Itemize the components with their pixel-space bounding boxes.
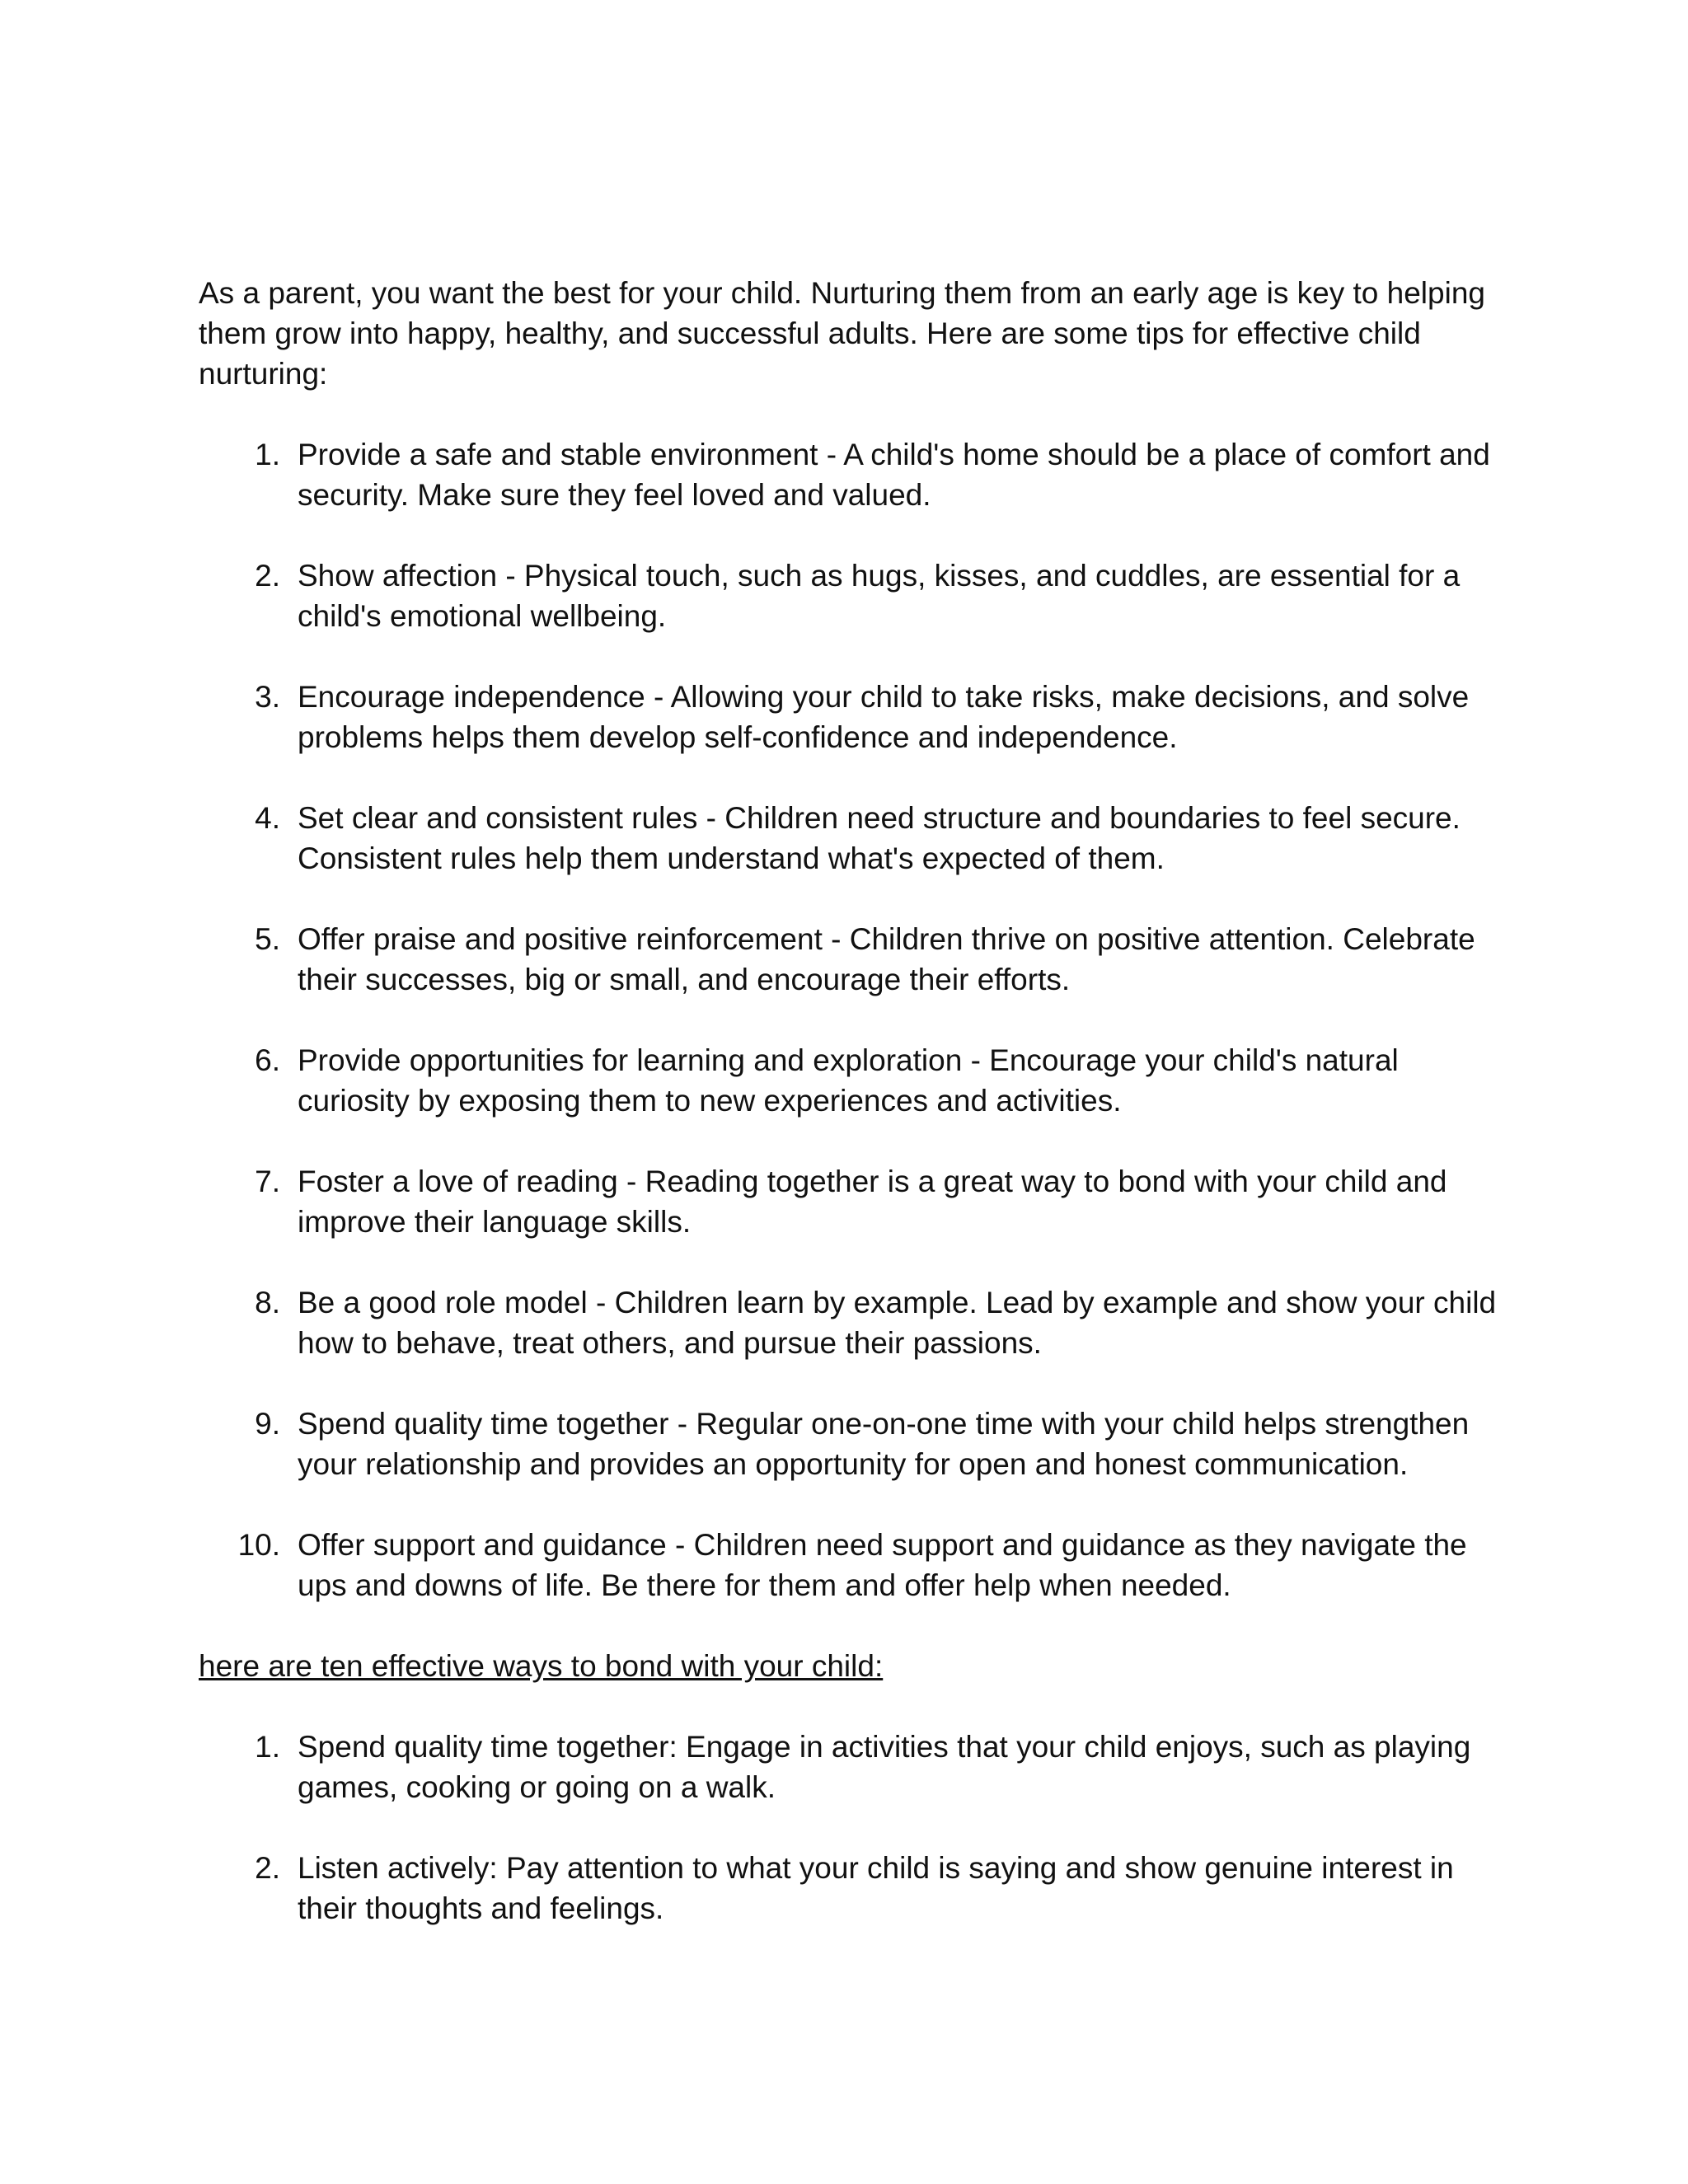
list-item <box>199 1404 1501 1484</box>
list-item <box>199 1727 1501 1807</box>
list-item <box>199 1282 1501 1363</box>
document-page <box>199 273 1501 1929</box>
list-number: 2. <box>255 559 280 593</box>
list-item-text: Listen actively: Pay attention to what your child is saying and show genuine interest in their thoughts and feelings. <box>298 1851 1454 1925</box>
list-number: 1. <box>255 1730 280 1764</box>
list-item <box>199 919 1501 1000</box>
list-number: 5. <box>255 922 280 956</box>
list-item <box>199 798 1501 879</box>
list-item-text: Be a good role model - Children learn by example. Lead by example and show your child how to behave, treat others, and pursue their passions. <box>298 1286 1497 1360</box>
list-item-text: Offer praise and positive reinforcement - Children thrive on positive attention. Celebrate their successes, big or small, and encourage their efforts. <box>298 922 1475 996</box>
list-item <box>199 1040 1501 1121</box>
list-number: 6. <box>255 1043 280 1077</box>
list-item-text: Set clear and consistent rules - Children need structure and boundaries to feel secure. Consistent rules help them understand what's expected of them. <box>298 801 1461 875</box>
bond-heading: here are ten effective ways to bond with your child: <box>199 1649 884 1683</box>
list-number: 1. <box>255 438 280 471</box>
list-item-text: Foster a love of reading - Reading together is a great way to bond with your child and improve their language skills. <box>298 1165 1447 1239</box>
list-item <box>199 1848 1501 1929</box>
list-item-text: Spend quality time together: Engage in activities that your child enjoys, such as playing games, cooking or going on a walk. <box>298 1730 1471 1804</box>
list-number: 4. <box>255 801 280 835</box>
list-item-text: Provide a safe and stable environment - A child's home should be a place of comfort and security. Make sure they feel loved and valued. <box>298 438 1490 512</box>
list-number: 9. <box>255 1407 280 1441</box>
intro-paragraph: As a parent, you want the best for your child. Nurturing them from an early age is key to helping them grow into happy, healthy, and successful adults. Here are some tips for effective child nurturing: <box>199 276 1485 391</box>
list-item <box>199 434 1501 515</box>
list-item <box>199 677 1501 757</box>
bond-list <box>199 1727 1501 1929</box>
list-item-text: Spend quality time together - Regular one-on-one time with your child helps strengthen your relationship and provides an opportunity for open and honest communication. <box>298 1407 1470 1481</box>
list-item-text: Show affection - Physical touch, such as hugs, kisses, and cuddles, are essential for a child's emotional wellbeing. <box>298 559 1461 633</box>
list-number: 10. <box>237 1528 280 1562</box>
list-number: 3. <box>255 680 280 714</box>
tips-list <box>199 434 1501 1605</box>
list-number: 7. <box>255 1165 280 1198</box>
list-number: 8. <box>255 1286 280 1319</box>
list-item <box>199 555 1501 636</box>
list-item-text: Encourage independence - Allowing your child to take risks, make decisions, and solve problems helps them develop self-confidence and independence. <box>298 680 1470 754</box>
list-item-text: Provide opportunities for learning and exploration - Encourage your child's natural curiosity by exposing them to new experiences and activities. <box>298 1043 1399 1118</box>
list-item-text: Offer support and guidance - Children need support and guidance as they navigate the ups and downs of life. Be there for them and offer help when needed. <box>298 1528 1467 1602</box>
list-item <box>199 1525 1501 1605</box>
list-item <box>199 1161 1501 1242</box>
list-number: 2. <box>255 1851 280 1885</box>
